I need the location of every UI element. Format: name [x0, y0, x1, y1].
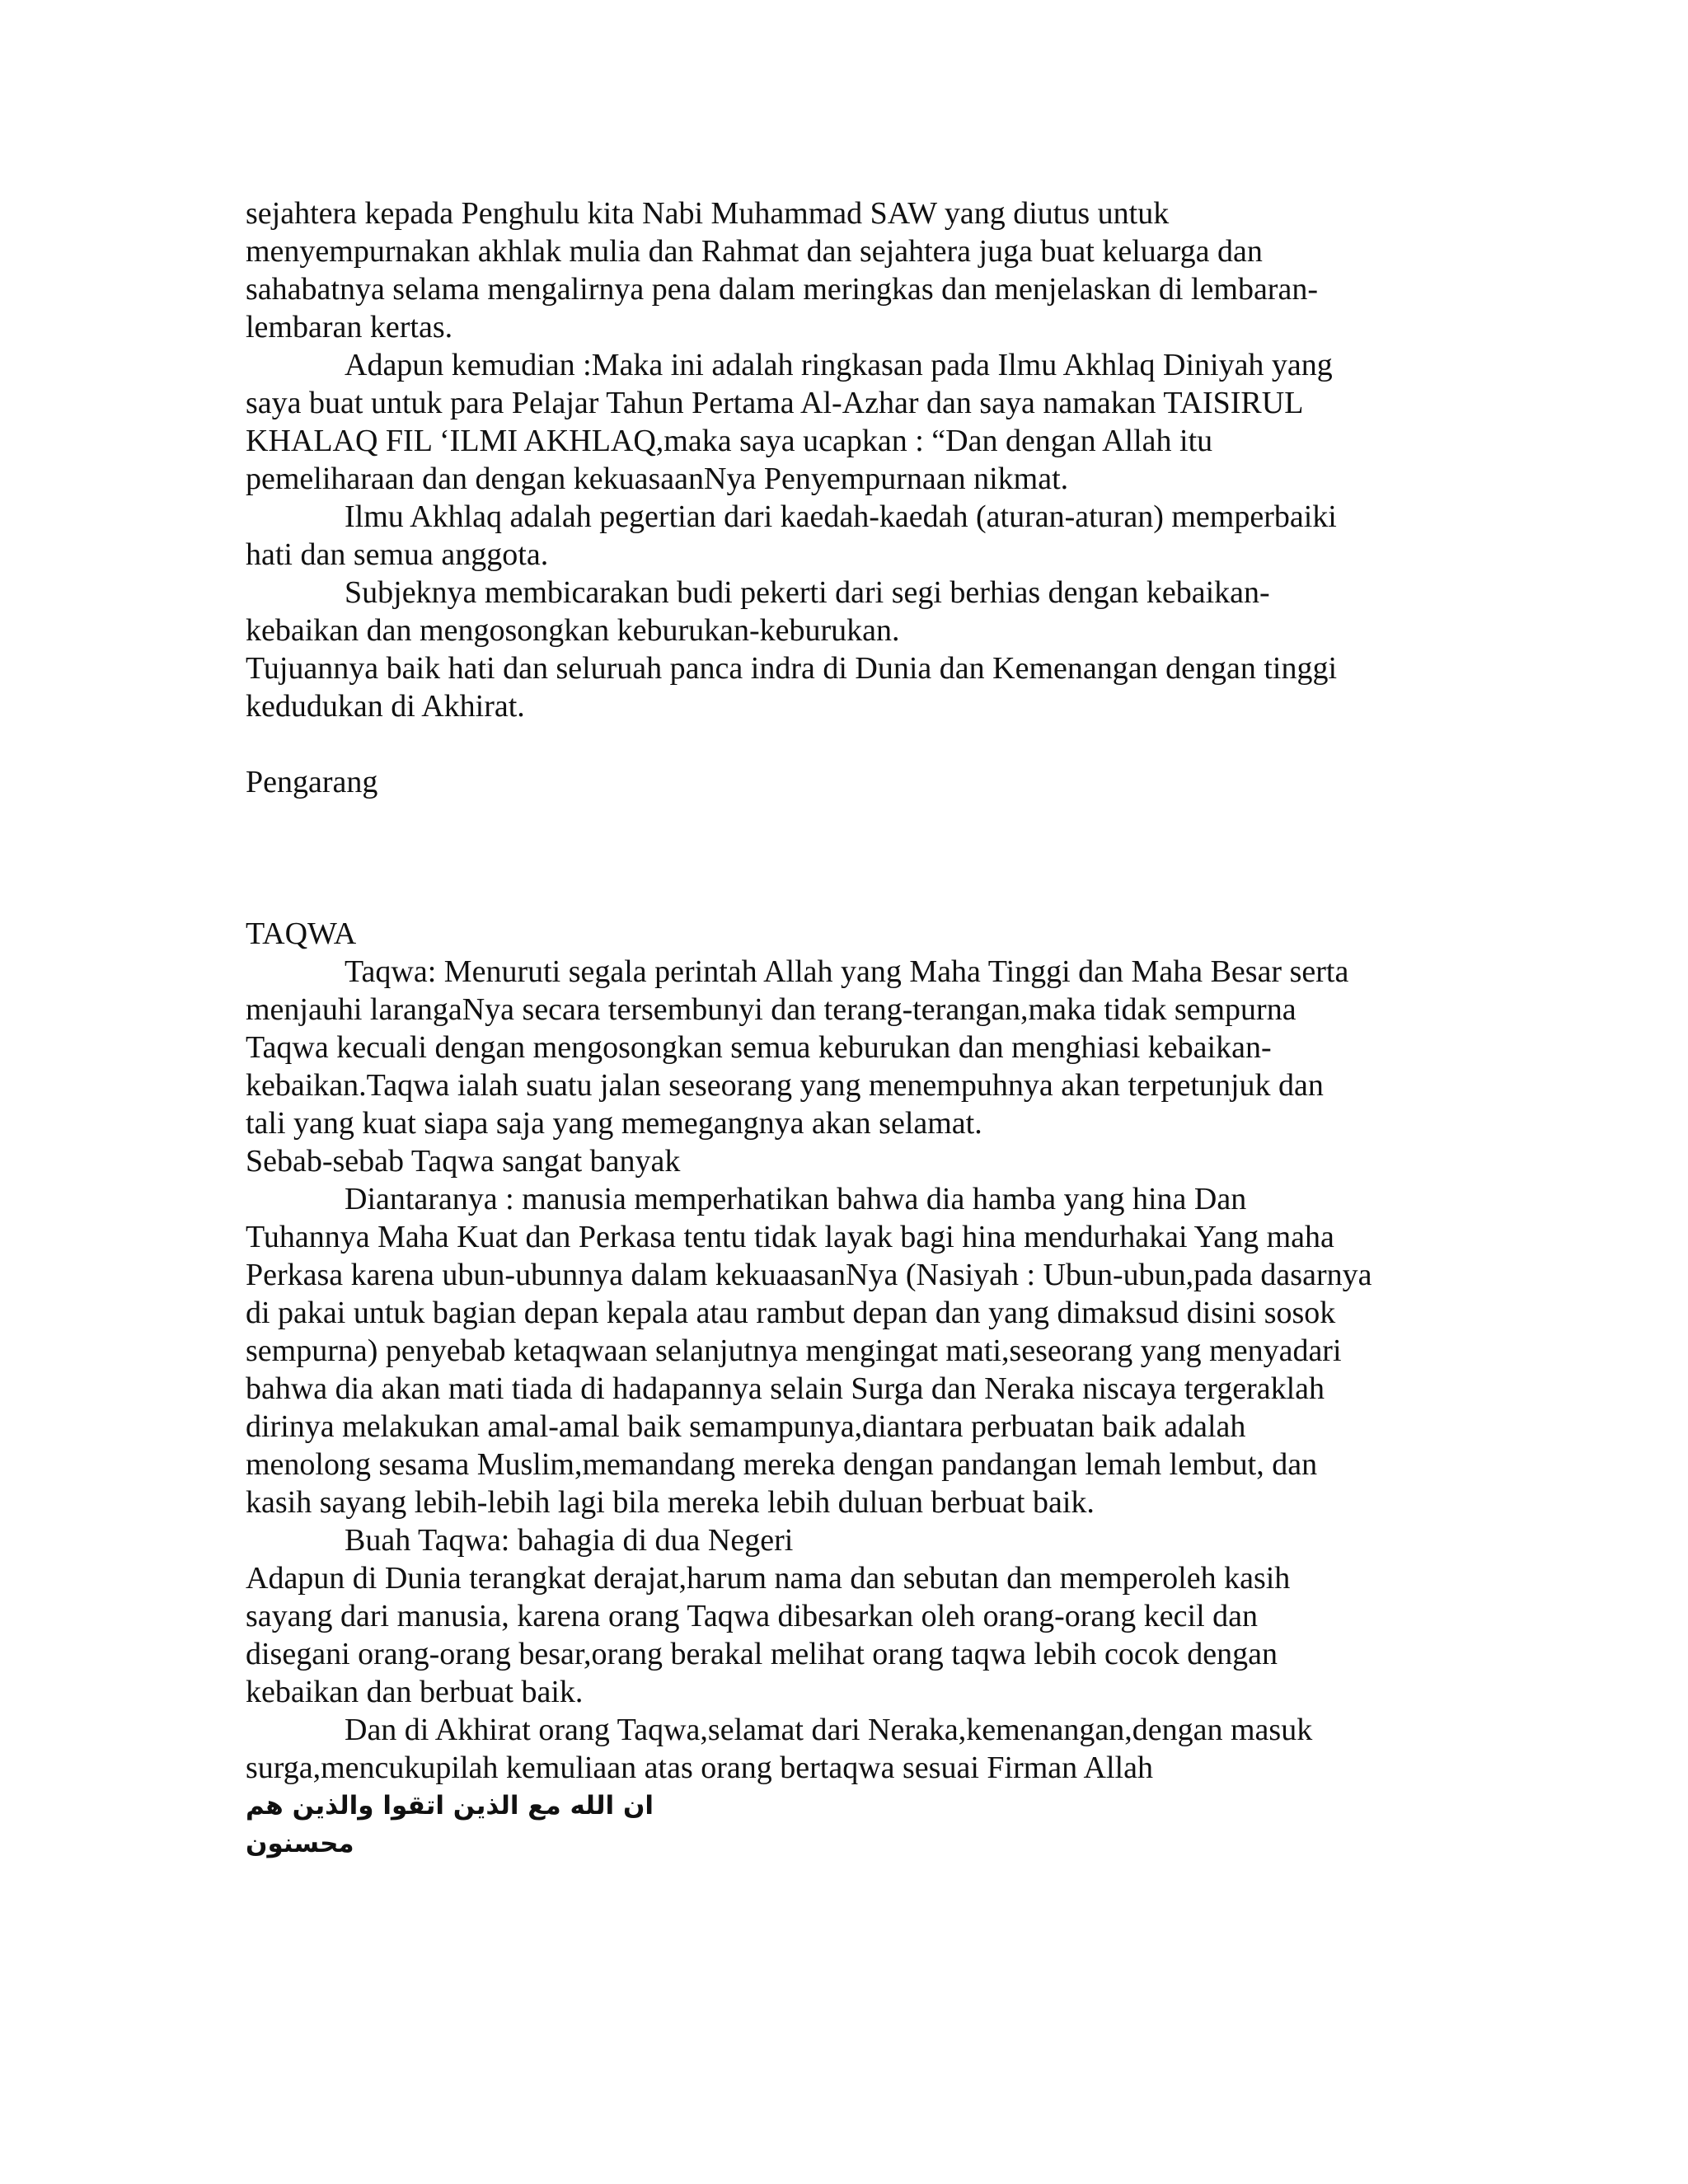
intro-line: saya buat untuk para Pelajar Tahun Pertama Al-Azhar dan saya namakan TAISIRUL [246, 386, 1304, 420]
intro-line: kedudukan di Akhirat. [246, 689, 525, 724]
taqwa-line: kebaikan dan berbuat baik. [246, 1675, 584, 1709]
intro-line: Adapun kemudian :Maka ini adalah ringkasan pada Ilmu Akhlaq Diniyah yang [345, 348, 1333, 382]
taqwa-line: di pakai untuk bagian depan kepala atau rambut depan dan yang dimaksud disini sosok [246, 1296, 1336, 1330]
taqwa-line: Taqwa kecuali dengan mengosongkan semua keburukan dan menghiasi kebaikan- [246, 1030, 1272, 1065]
taqwa-line: Adapun di Dunia terangkat derajat,harum nama dan sebutan dan memperoleh kasih [246, 1561, 1291, 1596]
taqwa-line: disegani orang-orang besar,orang berakal melihat orang taqwa lebih cocok dengan [246, 1637, 1278, 1671]
taqwa-line: Perkasa karena ubun-ubunnya dalam kekuaasanNya (Nasiyah : Ubun-ubun,pada dasarnya [246, 1258, 1372, 1292]
taqwa-line: surga,mencukupilah kemuliaan atas orang bertaqwa sesuai Firman Allah [246, 1750, 1153, 1785]
document-body [246, 194, 1457, 1863]
taqwa-line: tali yang kuat siapa saja yang memegangnya akan selamat. [246, 1106, 982, 1141]
taqwa-line: Dan di Akhirat orang Taqwa,selamat dari Neraka,kemenangan,dengan masuk [345, 1713, 1313, 1747]
taqwa-line: Diantaranya : manusia memperhatikan bahwa dia hamba yang hina Dan [345, 1182, 1247, 1216]
taqwa-line: Buah Taqwa: bahagia di dua Negeri [345, 1523, 794, 1558]
intro-line: Subjeknya membicarakan budi pekerti dari segi berhias dengan kebaikan- [345, 575, 1270, 610]
taqwa-line: dirinya melakukan amal-amal baik semampunya,diantara perbuatan baik adalah [246, 1409, 1246, 1444]
arabic-verse: ان الله مع الذين اتقوا والذين هم محسنون [246, 1791, 654, 1858]
intro-line: KHALAQ FIL ‘ILMI AKHLAQ,maka saya ucapkan : “Dan dengan Allah itu [246, 424, 1213, 458]
spacer [246, 725, 1457, 763]
intro-line: hati dan semua anggota. [246, 537, 549, 572]
taqwa-line: sempurna) penyebab ketaqwaan selanjutnya mengingat mati,seseorang yang menyadari [246, 1333, 1342, 1368]
taqwa-line: bahwa dia akan mati tiada di hadapannya selain Surga dan Neraka niscaya tergeraklah [246, 1371, 1325, 1406]
taqwa-line: kasih sayang lebih-lebih lagi bila mereka lebih duluan berbuat baik. [246, 1485, 1095, 1520]
intro-line: menyempurnakan akhlak mulia dan Rahmat dan sejahtera juga buat keluarga dan [246, 234, 1263, 269]
taqwa-line: Tuhannya Maha Kuat dan Perkasa tentu tidak layak bagi hina mendurhakai Yang maha [246, 1220, 1334, 1254]
spacer [246, 801, 1457, 915]
intro-line: Ilmu Akhlaq adalah pegertian dari kaedah-kaedah (aturan-aturan) memperbaiki [345, 499, 1337, 534]
taqwa-line: Sebab-sebab Taqwa sangat banyak [246, 1144, 681, 1179]
intro-line: sejahtera kepada Penghulu kita Nabi Muhammad SAW yang diutus untuk [246, 196, 1170, 231]
taqwa-line: menolong sesama Muslim,memandang mereka dengan pandangan lemah lembut, dan [246, 1447, 1318, 1482]
intro-line: lembaran kertas. [246, 310, 453, 344]
taqwa-line: menjauhi larangaNya secara tersembunyi dan terang-terangan,maka tidak sempurna [246, 992, 1296, 1027]
author-signature: Pengarang [246, 765, 378, 799]
intro-line: kebaikan dan mengosongkan keburukan-keburukan. [246, 613, 900, 648]
intro-line: sahabatnya selama mengalirnya pena dalam meringkas dan menjelaskan di lembaran- [246, 272, 1318, 307]
taqwa-line: sayang dari manusia, karena orang Taqwa dibesarkan oleh orang-orang kecil dan [246, 1599, 1258, 1633]
intro-line: pemeliharaan dan dengan kekuasaanNya Penyempurnaan nikmat. [246, 462, 1069, 496]
taqwa-line: kebaikan.Taqwa ialah suatu jalan seseorang yang menempuhnya akan terpetunjuk dan [246, 1068, 1324, 1103]
intro-line: Tujuannya baik hati dan seluruah panca indra di Dunia dan Kemenangan dengan tinggi [246, 651, 1338, 686]
section-title: TAQWA [246, 916, 357, 951]
taqwa-line: Taqwa: Menuruti segala perintah Allah yang Maha Tinggi dan Maha Besar serta [345, 954, 1349, 989]
